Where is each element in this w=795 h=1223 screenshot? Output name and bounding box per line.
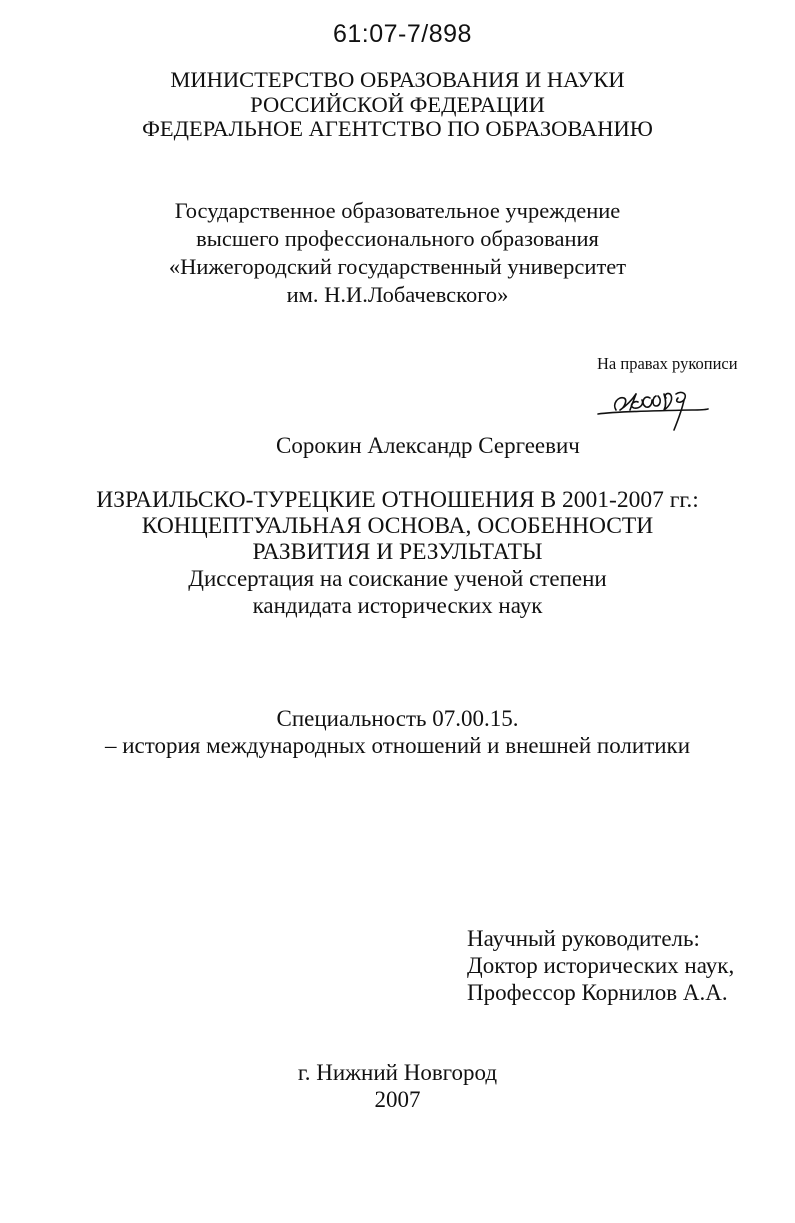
subtitle-line-2: кандидата исторических наук [252,593,543,618]
city: г. Нижний Новгород [297,1060,498,1085]
archive-code: 61:07-7/898 [333,20,472,48]
institution-line-3: «Нижегородский государственный университет [168,254,627,279]
ministry-line-1: МИНИСТЕРСТВО ОБРАЗОВАНИЯ И НАУКИ [170,67,625,92]
institution-line-1: Государственное образовательное учреждение [174,198,621,223]
manuscript-note: На правах рукописи [597,354,738,373]
institution-line-4: им. Н.И.Лобачевского» [286,282,509,307]
supervisor-label: Научный руководитель: [467,926,700,951]
ministry-line-3: ФЕДЕРАЛЬНОЕ АГЕНТСТВО ПО ОБРАЗОВАНИЮ [142,116,653,141]
institution-line-2: высшего профессионального образования [196,226,599,251]
ministry-line-2: РОССИЙСКОЙ ФЕДЕРАЦИИ [250,92,545,117]
supervisor-name: Профессор Корнилов А.А. [467,980,728,1005]
title-line-1: ИЗРАИЛЬСКО-ТУРЕЦКИЕ ОТНОШЕНИЯ В 2001-2007 гг.: [96,487,699,513]
specialty-line-1: Специальность 07.00.15. [276,706,519,731]
title-line-2: КОНЦЕПТУАЛЬНАЯ ОСНОВА, ОСОБЕННОСТИ [141,513,654,539]
supervisor-degree: Доктор исторических наук, [467,953,735,978]
title-line-3: РАЗВИТИЯ И РЕЗУЛЬТАТЫ [252,539,543,565]
handwritten-signature-icon [592,380,712,436]
subtitle-line-1: Диссертация на соискание ученой степени [188,566,607,591]
author-name: Сорокин Александр Сергеевич [276,433,580,458]
specialty-line-2: – история международных отношений и внешней политики [104,733,691,758]
year: 2007 [374,1087,421,1112]
